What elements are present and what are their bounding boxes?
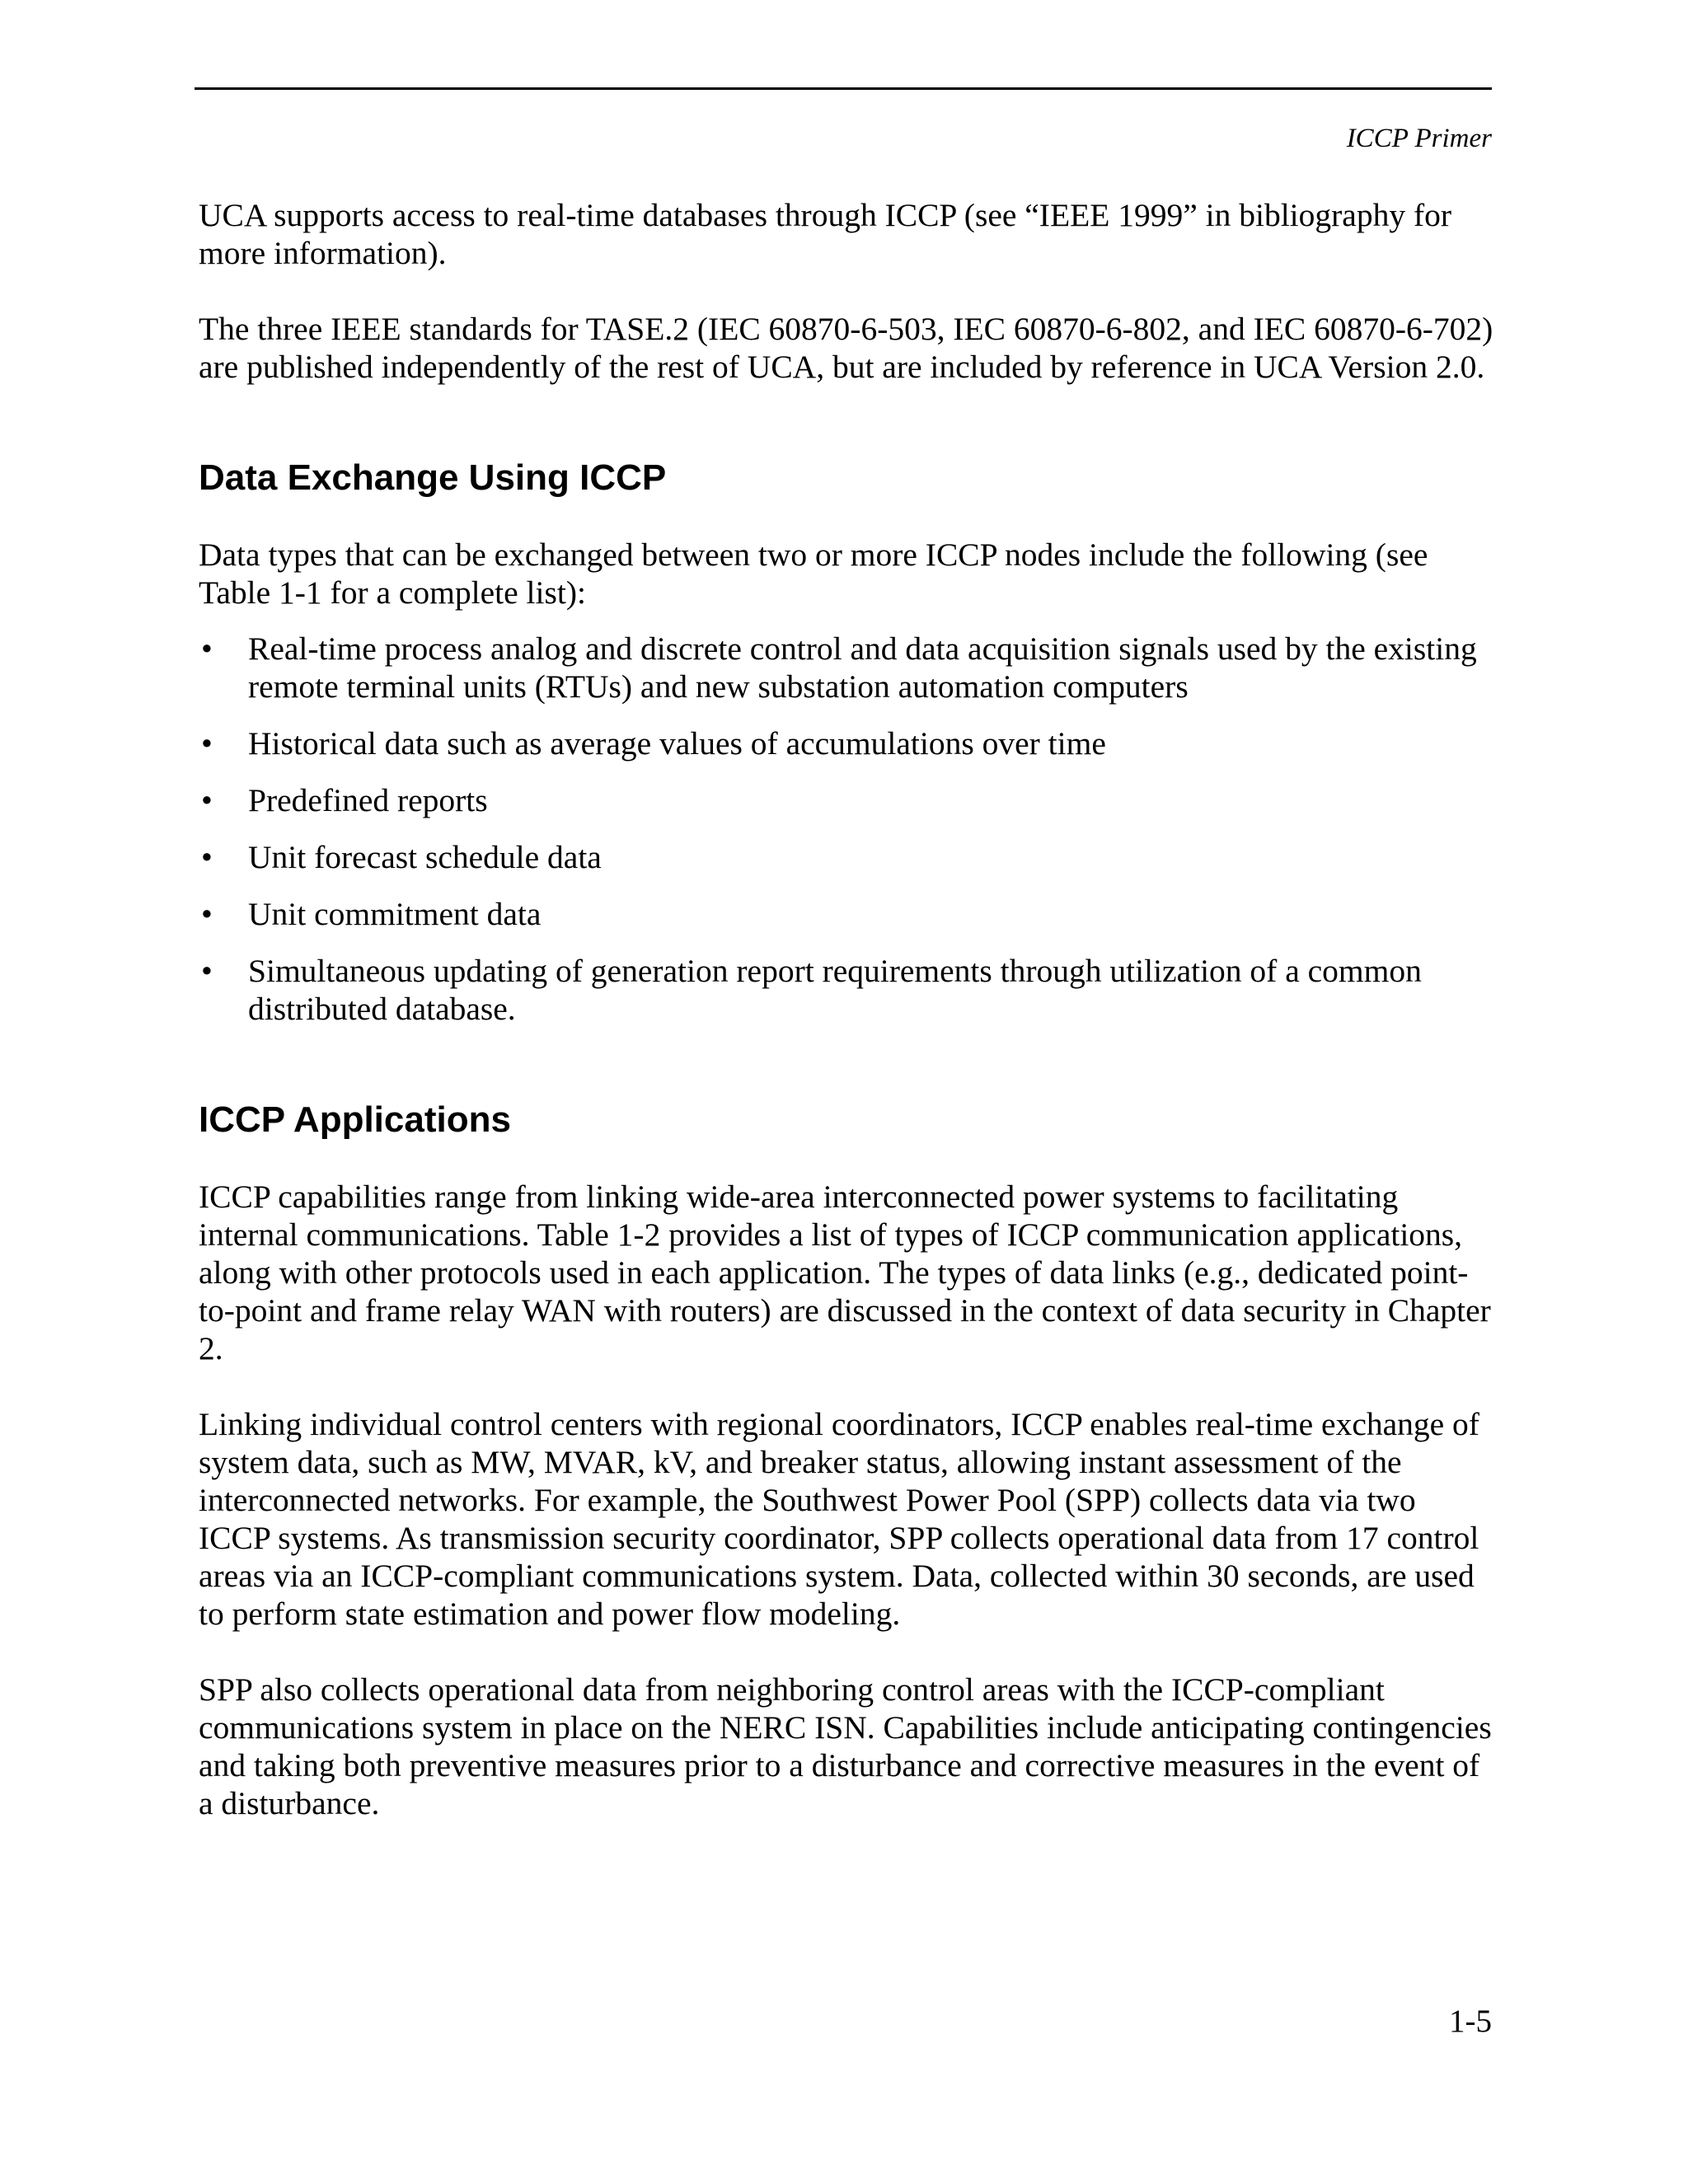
section-heading-applications: ICCP Applications — [199, 1099, 511, 1140]
list-item-text: Unit forecast schedule data — [248, 839, 602, 875]
bullet-icon: • — [201, 782, 213, 818]
list-item — [199, 838, 1494, 876]
list-item — [199, 952, 1494, 1028]
bullet-icon: • — [201, 725, 213, 762]
list-item-text: Predefined reports — [248, 782, 488, 818]
bullet-icon: • — [201, 896, 213, 932]
data-exchange-intro: Data types that can be exchanged between two or more ICCP nodes include the following (see Table 1-1 for a complete list): — [199, 537, 1428, 611]
intro-paragraph-1: UCA supports access to real-time databases through ICCP (see “IEEE 1999” in bibliography for more information). — [199, 197, 1452, 271]
data-types-list — [199, 630, 1494, 1028]
section-heading-data-exchange: Data Exchange Using ICCP — [199, 457, 667, 498]
list-item-text: Real-time process analog and discrete control and data acquisition signals used by the existing remote terminal units (RTUs) and new substation automation computers — [248, 630, 1477, 705]
bullet-icon: • — [201, 953, 213, 989]
applications-paragraph-3: SPP also collects operational data from neighboring control areas with the ICCP-compliant communications system in place on the NERC ISN. Capabilities include anticipating contingencies and taking both preventive measures prior to a disturbance and corrective measures in the event of a disturbance. — [199, 1671, 1492, 1821]
list-item-text: Simultaneous updating of generation report requirements through utilization of a common distributed database. — [248, 953, 1422, 1027]
bullet-icon: • — [201, 630, 213, 667]
applications-paragraph-2: Linking individual control centers with regional coordinators, ICCP enables real-time exchange of system data, such as MW, MVAR, kV, and breaker status, allowing instant assessment of the interconnected networks. For example, the Southwest Power Pool (SPP) collects data via two ICCP systems. As transmission security coordinator, SPP collects operational data from 17 control areas via an ICCP-compliant communications system. Data, collected within 30 seconds, are used to perform state estimation and power flow modeling. — [199, 1406, 1479, 1632]
running-header: ICCP Primer — [1346, 124, 1492, 153]
page-number: 1-5 — [1449, 2004, 1492, 2039]
intro-paragraph-2: The three IEEE standards for TASE.2 (IEC 60870-6-503, IEC 60870-6-802, and IEC 60870-6-702) are published independently of the rest of UCA, but are included by reference in UCA Version 2.0. — [199, 311, 1493, 385]
list-item — [199, 724, 1494, 762]
list-item — [199, 895, 1494, 933]
list-item — [199, 781, 1494, 819]
list-item-text: Historical data such as average values of accumulations over time — [248, 725, 1106, 762]
page-body — [199, 196, 1494, 1822]
list-item-text: Unit commitment data — [248, 896, 542, 932]
list-item — [199, 630, 1494, 705]
bullet-icon: • — [201, 839, 213, 875]
header-rule — [195, 87, 1492, 90]
applications-paragraph-1: ICCP capabilities range from linking wide-area interconnected power systems to facilitating internal communications. Table 1-2 provides a list of types of ICCP communication applications, along with other protocols used in each application. The types of data links (e.g., dedicated point-to-point and frame relay WAN with routers) are discussed in the context of data security in Chapter 2. — [199, 1179, 1491, 1366]
